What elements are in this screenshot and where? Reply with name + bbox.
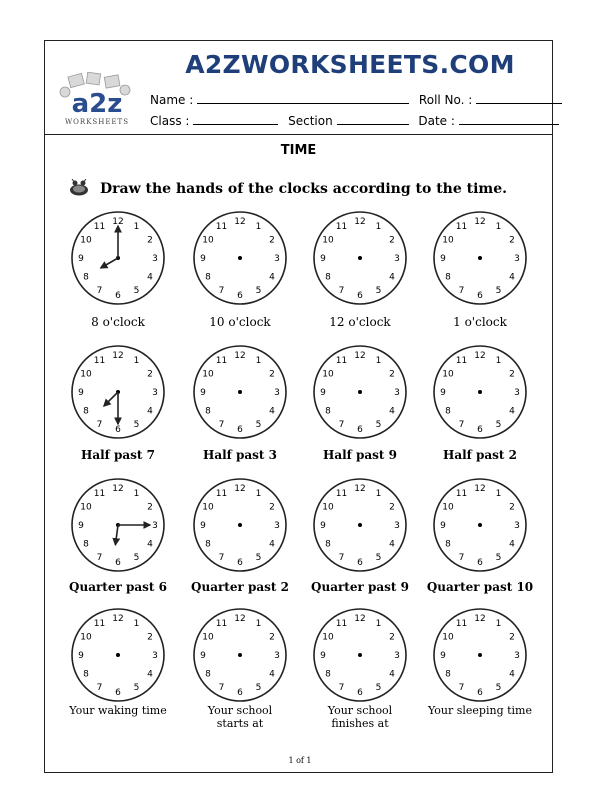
clock-number: 4 <box>269 406 275 417</box>
clock-face[interactable] <box>310 475 410 575</box>
clock-number: 6 <box>357 291 363 301</box>
clock-number: 3 <box>274 651 280 661</box>
worksheet-title: TIME <box>280 143 317 158</box>
clock-number: 2 <box>147 369 153 380</box>
section-field[interactable] <box>337 114 409 125</box>
clock-number: 11 <box>455 489 468 499</box>
clock-face[interactable] <box>430 475 530 575</box>
clock-number: 8 <box>445 539 451 550</box>
clock-number: 10 <box>80 502 92 513</box>
clock-number: 12 <box>354 351 366 361</box>
clock-caption: Half past 2 <box>442 448 517 462</box>
header-divider <box>44 134 553 135</box>
clock-number: 2 <box>147 632 153 643</box>
clock-number: 2 <box>389 502 395 513</box>
clock-number: 2 <box>509 502 515 513</box>
bug-icon <box>66 179 92 197</box>
clock-number: 4 <box>147 406 153 417</box>
name-roll-row <box>150 93 562 107</box>
name-label: Name : <box>150 93 194 107</box>
clock-face[interactable] <box>68 605 168 705</box>
clock-number: 6 <box>115 425 121 435</box>
clock-number: 4 <box>147 539 153 550</box>
clock-number: 11 <box>335 222 348 232</box>
clock-number: 7 <box>458 420 465 430</box>
clock-face[interactable] <box>430 208 530 308</box>
clock-number: 2 <box>269 235 275 246</box>
clock-face[interactable] <box>190 605 290 705</box>
clock-number: 11 <box>335 489 348 499</box>
clock-number: 1 <box>375 222 382 232</box>
clock-caption: Your school finishes at <box>327 704 393 730</box>
logo-text: a2z <box>71 89 123 119</box>
section-label: Section <box>288 114 333 128</box>
clock-number: 12 <box>234 484 246 494</box>
clock-number: 3 <box>514 254 520 264</box>
clock-number: 6 <box>357 425 363 435</box>
date-label: Date : <box>418 114 455 128</box>
clock-center-dot <box>478 523 482 527</box>
clock-number: 10 <box>80 235 92 246</box>
clock-number: 9 <box>78 651 84 661</box>
clock-face[interactable] <box>430 342 530 442</box>
clock-number: 9 <box>200 388 206 398</box>
clock-number: 8 <box>325 406 331 417</box>
clock-number: 9 <box>320 651 326 661</box>
clock-number: 3 <box>274 254 280 264</box>
clock-number: 9 <box>78 388 84 398</box>
clock-number: 11 <box>455 356 468 366</box>
clock-number: 1 <box>133 619 140 629</box>
clock-number: 7 <box>96 553 103 563</box>
clock-number: 10 <box>442 632 454 643</box>
clock-number: 7 <box>218 683 225 693</box>
clock-number: 8 <box>83 406 89 417</box>
clock-number: 10 <box>202 632 214 643</box>
clock-number: 4 <box>147 669 153 680</box>
clock-face[interactable] <box>430 605 530 705</box>
clock-caption: Half past 9 <box>322 448 397 462</box>
clock-face[interactable] <box>190 475 290 575</box>
name-field[interactable] <box>197 93 409 104</box>
clock-number: 7 <box>218 553 225 563</box>
clock-caption: 8 o'clock <box>91 315 145 329</box>
clock-number: 6 <box>237 688 243 698</box>
clock-number: 3 <box>274 521 280 531</box>
clock-number: 3 <box>152 521 158 531</box>
clock-number: 9 <box>78 521 84 531</box>
clock-number: 5 <box>375 683 382 693</box>
clock-number: 11 <box>335 356 348 366</box>
clock-number: 7 <box>96 683 103 693</box>
clock-number: 1 <box>255 619 262 629</box>
clock-number: 1 <box>133 222 140 232</box>
clock-number: 9 <box>200 254 206 264</box>
clock-center-dot <box>478 390 482 394</box>
clock-number: 10 <box>202 502 214 513</box>
clock-number: 5 <box>133 683 140 693</box>
clock-number: 3 <box>514 651 520 661</box>
clock-number: 3 <box>152 651 158 661</box>
clock-number: 1 <box>495 356 502 366</box>
clock-number: 8 <box>445 669 451 680</box>
clock-number: 6 <box>357 688 363 698</box>
clock-caption: Quarter past 6 <box>69 580 167 594</box>
clock-number: 12 <box>354 217 366 227</box>
clock-number: 9 <box>440 254 446 264</box>
site-title: A2ZWORKSHEETS.COM <box>185 50 515 79</box>
clock-number: 11 <box>215 356 228 366</box>
clock-number: 6 <box>237 291 243 301</box>
clock-number: 11 <box>93 356 106 366</box>
roll-label: Roll No. : <box>418 93 473 107</box>
clock-number: 8 <box>325 669 331 680</box>
clock-number: 1 <box>133 356 140 366</box>
clock-face[interactable] <box>190 342 290 442</box>
clock-face[interactable] <box>68 342 168 442</box>
clock-face[interactable] <box>310 342 410 442</box>
clock-number: 11 <box>455 619 468 629</box>
clock-number: 8 <box>83 669 89 680</box>
clock-center-dot <box>358 523 362 527</box>
clock-number: 12 <box>234 351 246 361</box>
clock-number: 4 <box>147 272 153 283</box>
clock-number: 12 <box>112 484 124 494</box>
clock-number: 11 <box>93 222 106 232</box>
clock-number: 7 <box>458 553 465 563</box>
clock-number: 3 <box>394 254 400 264</box>
clock-number: 10 <box>202 369 214 380</box>
hour-hand <box>101 258 118 268</box>
clock-caption: Half past 7 <box>80 448 155 462</box>
logo-subtext: WORKSHEETS <box>64 118 130 126</box>
clock-center-dot <box>358 653 362 657</box>
clock-number: 11 <box>455 222 468 232</box>
clock-number: 9 <box>200 651 206 661</box>
clock-number: 7 <box>338 683 345 693</box>
clock-face[interactable] <box>190 208 290 308</box>
clock-number: 5 <box>133 286 140 296</box>
clock-number: 1 <box>133 489 140 499</box>
clock-number: 1 <box>255 222 262 232</box>
clock-number: 10 <box>322 369 334 380</box>
clock-number: 7 <box>96 420 103 430</box>
clock-caption: Your school starts at <box>207 704 273 730</box>
clock-number: 10 <box>442 369 454 380</box>
clock-number: 1 <box>375 619 382 629</box>
clock-number: 4 <box>509 669 515 680</box>
clock-number: 12 <box>354 614 366 624</box>
clock-number: 9 <box>200 521 206 531</box>
clock-number: 5 <box>375 553 382 563</box>
clock-number: 11 <box>215 619 228 629</box>
clock-center-dot <box>238 653 242 657</box>
clock-number: 8 <box>445 272 451 283</box>
clock-number: 9 <box>440 651 446 661</box>
clock-number: 8 <box>205 406 211 417</box>
clock-number: 5 <box>255 553 262 563</box>
clock-caption: Your sleeping time <box>427 704 532 717</box>
clock-number: 8 <box>445 406 451 417</box>
clock-number: 3 <box>152 254 158 264</box>
clock-number: 2 <box>269 369 275 380</box>
clock-number: 4 <box>389 406 395 417</box>
clock-caption: Half past 3 <box>202 448 277 462</box>
clock-center-dot <box>238 390 242 394</box>
clock-number: 7 <box>338 420 345 430</box>
clock-number: 12 <box>474 217 486 227</box>
clock-number: 1 <box>495 619 502 629</box>
clock-number: 4 <box>509 539 515 550</box>
clock-caption: Quarter past 10 <box>426 580 534 594</box>
clock-number: 2 <box>147 235 153 246</box>
a2z-logo <box>55 72 140 128</box>
clock-number: 10 <box>80 369 92 380</box>
clock-center-dot <box>478 256 482 260</box>
clock-number: 1 <box>375 356 382 366</box>
clock-number: 12 <box>112 217 124 227</box>
clock-number: 5 <box>495 683 502 693</box>
clock-number: 10 <box>442 502 454 513</box>
clock-center-dot <box>478 653 482 657</box>
clock-number: 3 <box>152 388 158 398</box>
clock-caption: Your waking time <box>69 704 167 717</box>
clock-number: 4 <box>389 539 395 550</box>
clock-number: 11 <box>93 619 106 629</box>
clock-caption: Quarter past 2 <box>191 580 289 594</box>
clock-number: 7 <box>458 683 465 693</box>
clock-number: 8 <box>83 272 89 283</box>
clock-number: 2 <box>389 235 395 246</box>
clock-number: 11 <box>215 222 228 232</box>
clock-center-dot <box>116 653 120 657</box>
clock-face[interactable] <box>310 605 410 705</box>
clock-number: 7 <box>458 286 465 296</box>
clock-number: 12 <box>474 351 486 361</box>
clock-caption: Quarter past 9 <box>311 580 409 594</box>
clock-number: 11 <box>335 619 348 629</box>
clock-number: 12 <box>474 614 486 624</box>
clock-number: 1 <box>495 489 502 499</box>
clock-number: 2 <box>509 369 515 380</box>
clock-number: 12 <box>234 217 246 227</box>
clock-number: 10 <box>322 632 334 643</box>
clock-number: 7 <box>218 286 225 296</box>
clock-face[interactable] <box>68 208 168 308</box>
clock-number: 9 <box>440 521 446 531</box>
clock-number: 8 <box>205 669 211 680</box>
clock-number: 12 <box>234 614 246 624</box>
clock-face[interactable] <box>68 475 168 575</box>
clock-number: 4 <box>389 669 395 680</box>
clock-number: 12 <box>112 351 124 361</box>
clock-number: 7 <box>96 286 103 296</box>
clock-center-dot <box>358 256 362 260</box>
clock-center-dot <box>238 523 242 527</box>
clock-number: 5 <box>255 420 262 430</box>
clock-number: 1 <box>495 222 502 232</box>
clock-number: 8 <box>205 539 211 550</box>
clock-number: 8 <box>83 539 89 550</box>
clock-number: 2 <box>509 632 515 643</box>
clock-number: 6 <box>115 291 121 301</box>
clock-number: 6 <box>237 425 243 435</box>
clock-number: 5 <box>495 420 502 430</box>
clock-number: 2 <box>509 235 515 246</box>
clock-number: 10 <box>80 632 92 643</box>
hour-hand <box>115 525 118 545</box>
date-field[interactable] <box>459 114 559 125</box>
clock-number: 2 <box>147 502 153 513</box>
clock-number: 9 <box>78 254 84 264</box>
clock-number: 2 <box>389 632 395 643</box>
clock-number: 6 <box>357 558 363 568</box>
clock-number: 1 <box>255 489 262 499</box>
clock-number: 2 <box>389 369 395 380</box>
class-label: Class : <box>150 114 190 128</box>
clock-number: 5 <box>133 553 140 563</box>
clock-number: 12 <box>354 484 366 494</box>
clock-number: 9 <box>440 388 446 398</box>
clock-center-dot <box>238 256 242 260</box>
clock-number: 3 <box>514 388 520 398</box>
clock-number: 6 <box>477 425 483 435</box>
clock-number: 1 <box>255 356 262 366</box>
clock-number: 3 <box>394 521 400 531</box>
clock-number: 12 <box>474 484 486 494</box>
clock-number: 7 <box>338 286 345 296</box>
clock-caption: 12 o'clock <box>329 315 391 329</box>
clock-number: 5 <box>133 420 140 430</box>
clock-number: 5 <box>375 420 382 430</box>
clock-number: 6 <box>477 558 483 568</box>
clock-number: 8 <box>325 272 331 283</box>
clock-number: 9 <box>320 521 326 531</box>
clock-number: 8 <box>205 272 211 283</box>
clock-number: 10 <box>322 235 334 246</box>
clock-number: 6 <box>115 558 121 568</box>
clock-number: 3 <box>394 388 400 398</box>
page-number: 1 of 1 <box>288 756 312 765</box>
clock-center-dot <box>358 390 362 394</box>
clock-number: 6 <box>237 558 243 568</box>
clock-number: 6 <box>477 291 483 301</box>
clock-number: 5 <box>255 286 262 296</box>
clock-caption: 10 o'clock <box>209 315 271 329</box>
clock-number: 2 <box>269 502 275 513</box>
clock-number: 6 <box>477 688 483 698</box>
clock-number: 5 <box>495 286 502 296</box>
class-row <box>150 114 559 128</box>
clock-number: 1 <box>375 489 382 499</box>
clock-number: 3 <box>514 521 520 531</box>
clock-face[interactable] <box>310 208 410 308</box>
clock-number: 4 <box>269 272 275 283</box>
clock-number: 10 <box>322 502 334 513</box>
clock-number: 5 <box>495 553 502 563</box>
clock-number: 6 <box>115 688 121 698</box>
clock-number: 8 <box>325 539 331 550</box>
clock-number: 7 <box>218 420 225 430</box>
clock-number: 4 <box>269 669 275 680</box>
clock-number: 11 <box>215 489 228 499</box>
clock-number: 2 <box>269 632 275 643</box>
clock-number: 3 <box>394 651 400 661</box>
clock-number: 4 <box>269 539 275 550</box>
instruction-text: Draw the hands of the clocks according to the time. <box>100 181 508 197</box>
class-field[interactable] <box>193 114 278 125</box>
clock-number: 10 <box>202 235 214 246</box>
clock-caption: 1 o'clock <box>453 315 507 329</box>
clock-number: 4 <box>389 272 395 283</box>
roll-field[interactable] <box>476 93 562 104</box>
clock-number: 11 <box>93 489 106 499</box>
clock-number: 4 <box>509 406 515 417</box>
clock-number: 7 <box>338 553 345 563</box>
clock-number: 3 <box>274 388 280 398</box>
clock-number: 10 <box>442 235 454 246</box>
clock-number: 9 <box>320 388 326 398</box>
clock-number: 5 <box>375 286 382 296</box>
clock-number: 9 <box>320 254 326 264</box>
clock-number: 12 <box>112 614 124 624</box>
clock-number: 4 <box>509 272 515 283</box>
hour-hand <box>104 392 118 406</box>
clock-number: 5 <box>255 683 262 693</box>
